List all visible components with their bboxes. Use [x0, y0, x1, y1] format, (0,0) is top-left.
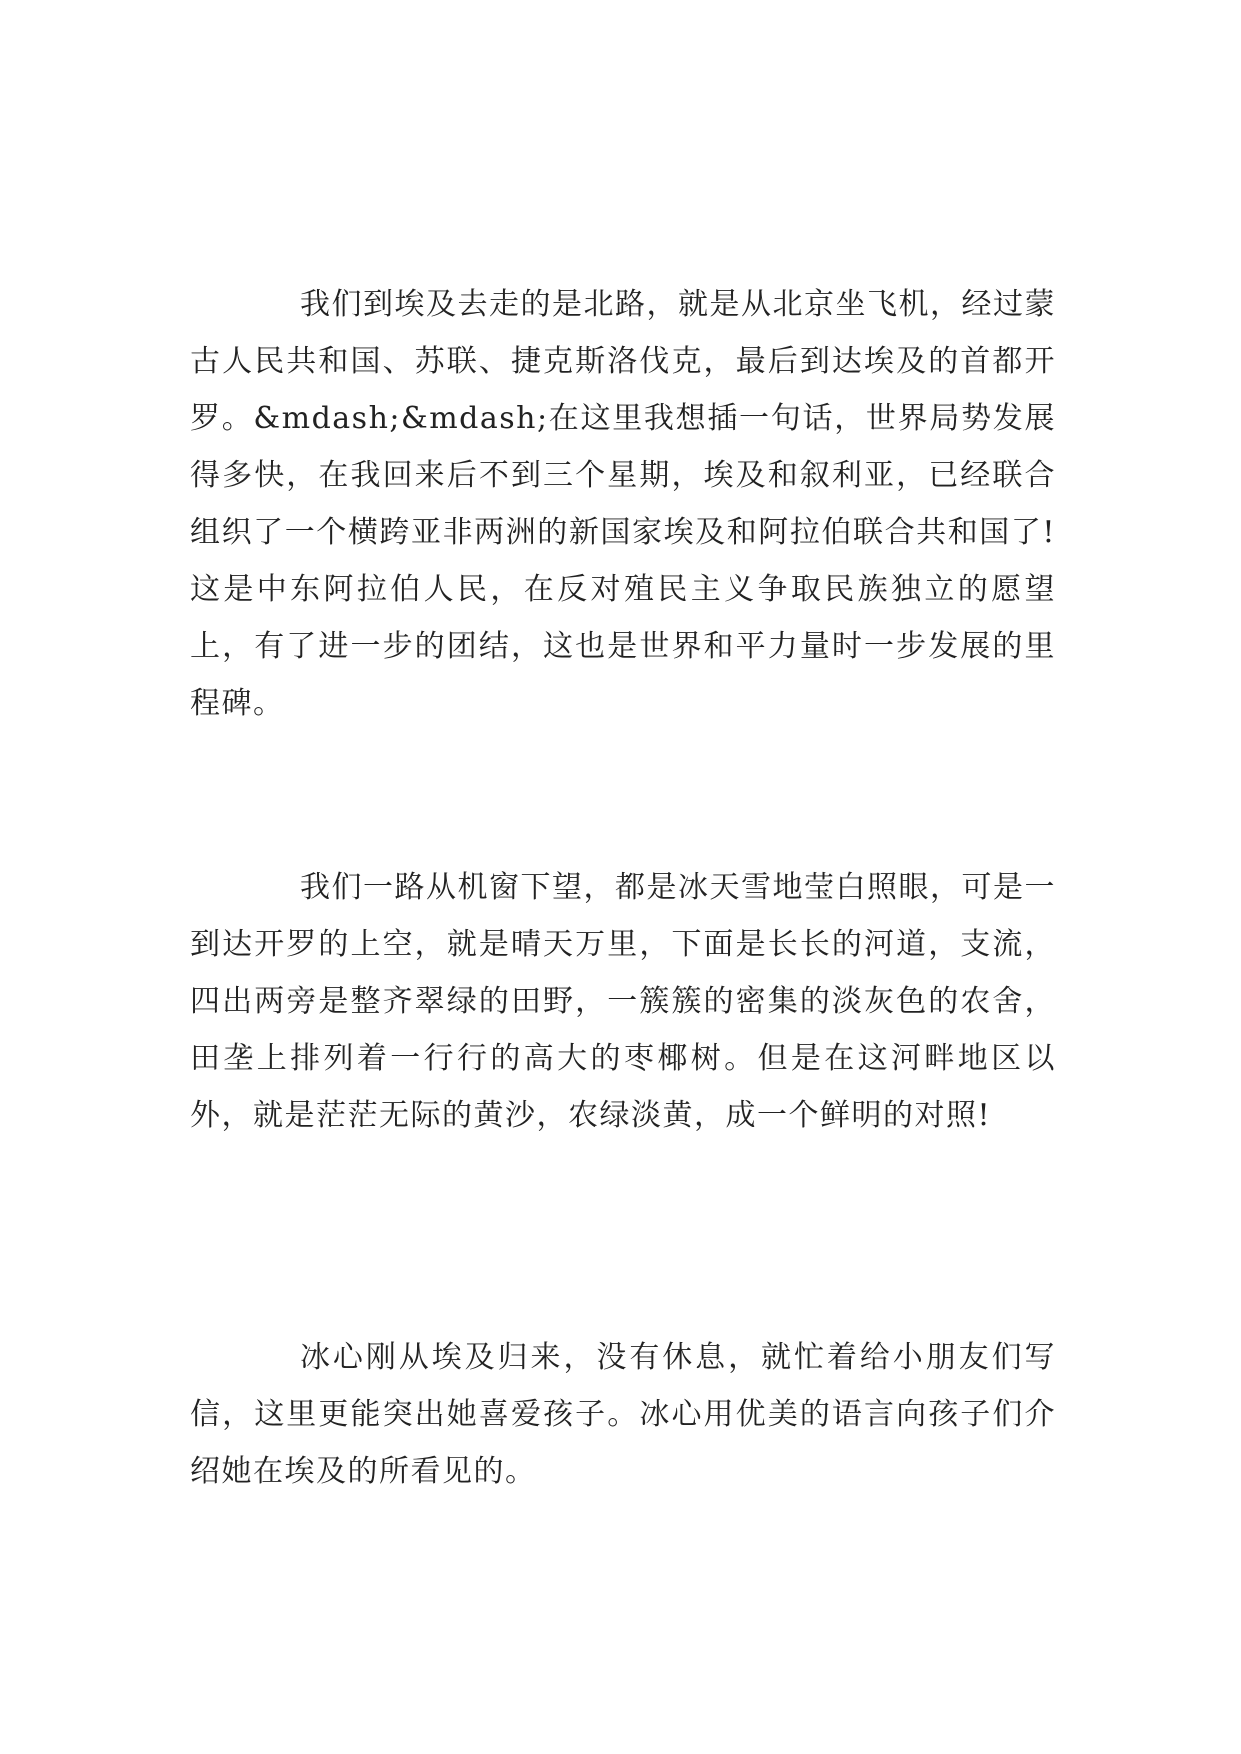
- paragraph-1: 我们到埃及去走的是北路，就是从北京坐飞机，经过蒙古人民共和国、苏联、捷克斯洛伐克，最后到达埃及的首都开罗。&mdash;&mdash;在这里我想插一句话，世界局势发展得多快，在我回来后不到三个星期，埃及和叙利亚，已经联合组织了一个横跨亚非两洲的新国家埃及和阿拉伯联合共和国了!这是中东阿拉伯人民，在反对殖民主义争取民族独立的愿望上，有了进一步的团结，这也是世界和平力量时一步发展的里程碑。: [190, 287, 1056, 721]
- paragraph-3: 冰心刚从埃及归来，没有休息，就忙着给小朋友们写信，这里更能突出她喜爱孩子。冰心用优美的语言向孩子们介绍她在埃及的所看见的。: [190, 1340, 1056, 1489]
- paragraph-2: 我们一路从机窗下望，都是冰天雪地莹白照眼，可是一到达开罗的上空，就是晴天万里，下面是长长的河道，支流，四出两旁是整齐翠绿的田野，一簇簇的密集的淡灰色的农舍，田垄上排列着一行行的高大的枣椰树。但是在这河畔地区以外，就是茫茫无际的黄沙，农绿淡黄，成一个鲜明的对照!: [190, 870, 1056, 1133]
